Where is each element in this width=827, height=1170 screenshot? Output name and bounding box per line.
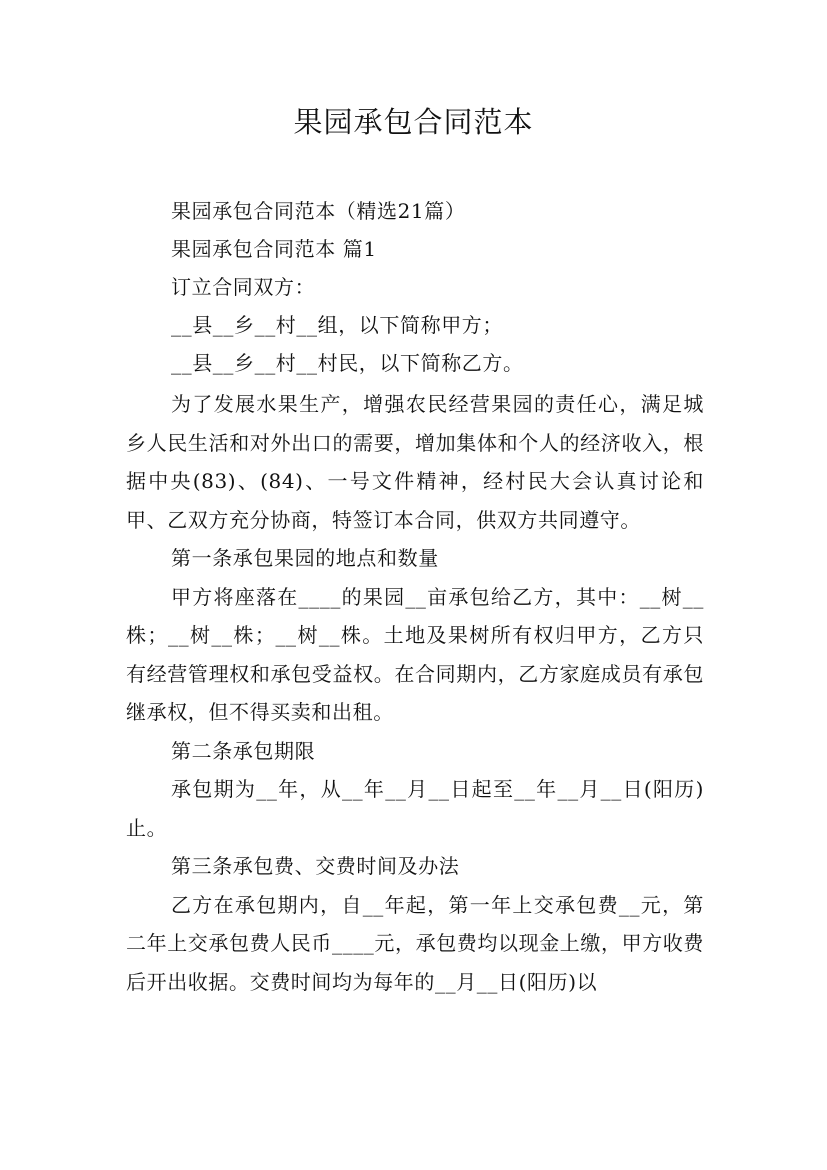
paragraph-article-1-heading: 第一条承包果园的地点和数量	[171, 546, 439, 570]
paragraph-section-heading: 果园承包合同范本 篇1	[171, 237, 377, 261]
document-body	[126, 195, 704, 1001]
paragraph-article-3-heading: 第三条承包费、交费时间及办法	[171, 854, 460, 878]
paragraph-party-a: __县__乡__村__组，以下简称甲方；	[171, 313, 503, 337]
paragraph-article-2-body: 承包期为__年，从__年__月__日起至__年__月__日(阳历)止。	[126, 777, 704, 840]
paragraph-subtitle: 果园承包合同范本（精选21篇）	[171, 199, 466, 223]
paragraph-article-1-body: 甲方将座落在____的果园__亩承包给乙方，其中：__树__株；__树__株；__树__株。土地及果树所有权归甲方，乙方只有经营管理权和承包受益权。在合同期内，乙方家庭成员有承包继承权，但不得买卖和出租。	[126, 584, 704, 724]
paragraph-parties-heading: 订立合同双方：	[171, 275, 316, 299]
paragraph-article-2-heading: 第二条承包期限	[171, 738, 316, 763]
paragraph-article-3-body: 乙方在承包期内，自__年起，第一年上交承包费__元，第二年上交承包费人民币____元，承包费均以现金上缴，甲方收费后开出收据。交费时间均为每年的__月__日(阳历)以	[126, 892, 704, 994]
document-title: 果园承包合同范本	[293, 105, 534, 139]
paragraph-party-b: __县__乡__村__村民，以下简称乙方。	[171, 351, 524, 375]
paragraph-preamble: 为了发展水果生产，增强农民经营果园的责任心，满足城乡人民生活和对外出口的需要，增加集体和个人的经济收入，根据中央(83)、(84)、一号文件精神，经村民大会认真讨论和甲、乙双方充分协商，特签订本合同，供双方共同遵守。	[126, 392, 704, 532]
